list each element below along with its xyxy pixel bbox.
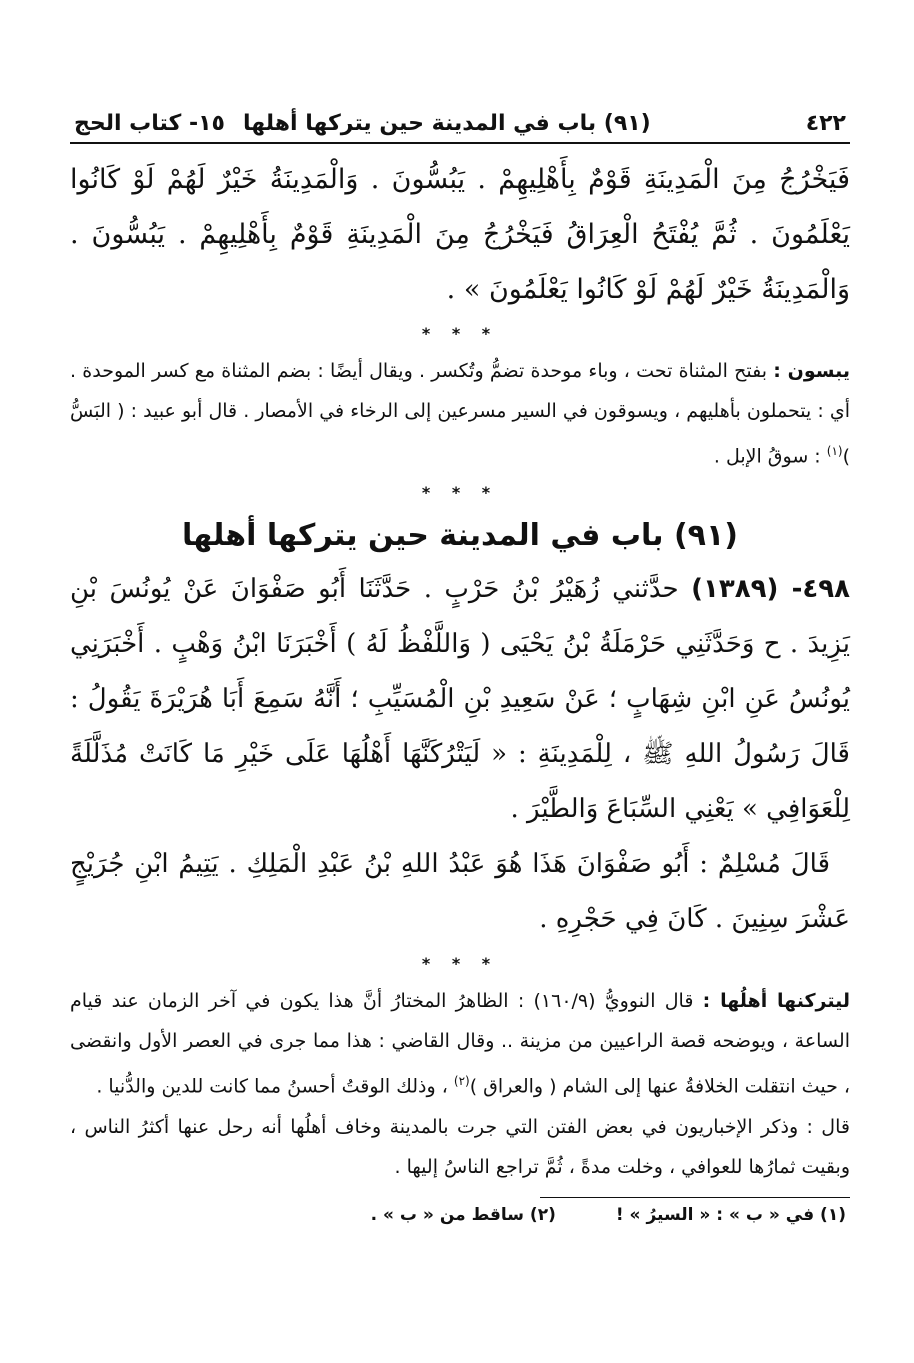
page-number: ٤٢٢ (805, 111, 846, 136)
note-label: يبسون : (773, 360, 850, 382)
note-label: ليتركنها أهلُها : (702, 990, 850, 1013)
commentary-note-akhbariyyun: قال : وذكر الإخباريون في بعض الفتن التي جرت بالمدينة وخاف أهلُها أنه رحل عنها أكثرُ الناس ، وبقيت ثمارُها للعوافي ، وخلت مدةً ، ثُمَّ تراجع الناسُ إليها . (70, 1115, 850, 1178)
hadith-continuation-text: فَيَخْرُجُ مِنَ الْمَدِينَةِ قَوْمٌ بِأَهْلِيهِمْ . يَبُسُّونَ . وَالْمَدِينَةُ خَيْرٌ لَهُمْ لَوْ كَانُوا يَعْلَمُونَ . ثُمَّ يُفْتَحُ الْعِرَاقُ فَيَخْرُجُ مِنَ الْمَدِينَةِ قَوْمٌ بِأَهْلِيهِمْ . يَبُسُّونَ . وَالْمَدِينَةُ خَيْرٌ لَهُمْ لَوْ كَانُوا يَعْلَمُونَ » . (70, 164, 850, 305)
hadith-498 (70, 562, 850, 837)
chapter-title: (٩١) باب في المدينة حين يتركها أهلها (242, 111, 651, 136)
footnote-ref: (١) (826, 444, 843, 458)
separator: * * * (421, 954, 499, 974)
book-page (70, 108, 850, 1232)
footnotes (70, 1198, 850, 1232)
hadith-text: حدَّثني زُهَيْرُ بْنُ حَرْبٍ . حَدَّثَنَا أَبُو صَفْوَانَ عَنْ يُونُسَ بْنِ يَزِيدَ . ح وَحَدَّثَنِي حَرْمَلَةُ بْنُ يَحْيَى ( وَاللَّفْظُ لَهُ ) أَخْبَرَنَا ابْنُ وَهْبٍ . أَخْبَرَنِي يُونُسُ عَنِ ابْنِ شِهَابٍ ؛ عَنْ سَعِيدِ بْنِ الْمُسَيِّبِ ؛ أَنَّهُ سَمِعَ أَبَا هُرَيْرَةَ يَقُولُ : قَالَ رَسُولُ اللهِ ﷺ ، لِلْمَدِينَةِ : « لَيَتْرُكَنَّهَا أَهْلُهَا عَلَى خَيْرِ مَا كَانَتْ مُذَلَّلَةً لِلْعَوَافِي » يَعْنِي السِّبَاعَ وَالطَّيْرَ . (70, 574, 850, 825)
page-header (70, 108, 850, 144)
footnote-1: (١) في « ب » : « السيرُ » ! (615, 1204, 846, 1225)
note-tail: ، وذلك الوقتُ أحسنُ مما كانت للدين والدُّنيا . (96, 1075, 448, 1098)
book-title: ١٥- كتاب الحج (74, 111, 225, 136)
section-title: (٩١) باب في المدينة حين يتركها أهلها (181, 518, 739, 554)
note-text: قال النوويُّ (١٦٠/٩) : الظاهرُ المختارُ أنَّ هذا يكون في آخر الزمان عند قيام الساعة ، ويوضحه قصة الراعيين من مزينة .. وقال القاضي : هذا مما جرى في العصر الأول وانقضى ، حيث انتقلت الخلافةُ عنها إلى الشام ( والعراق ) (70, 990, 850, 1098)
muslim-note: قَالَ مُسْلِمٌ : أَبُو صَفْوَانَ هَذَا هُوَ عَبْدُ اللهِ بْنُ عَبْدِ الْمَلِكِ . يَتِيمُ ابْنِ جُرَيْجٍ عَشْرَ سِنِينَ . كَانَ فِي حَجْرِهِ . (70, 849, 850, 935)
hadith-number: ٤٩٨- (١٣٨٩) (691, 574, 851, 605)
separator: * * * (421, 324, 499, 343)
commentary-note-yabussun (70, 351, 850, 476)
separator: * * * (421, 483, 499, 503)
commentary-note-layatrukannaha (70, 981, 850, 1106)
footnote-2: (٢) ساقط من « ب » . (370, 1204, 556, 1225)
note-tail: : سوقُ الإبل . (713, 445, 821, 468)
footnote-ref: (٢) (453, 1074, 470, 1089)
note-text: بفتح المثناة تحت ، وباء موحدة تضمُّ وتُكسر . ويقال أيضًا : بضم المثناة مع كسر الموحدة . أي : يتحملون بأهليهم ، ويسوقون في السير مسرعين إلى الرخاء في الأمصار . قال أبو عبيد : ( البَسُّ ) (70, 360, 850, 468)
